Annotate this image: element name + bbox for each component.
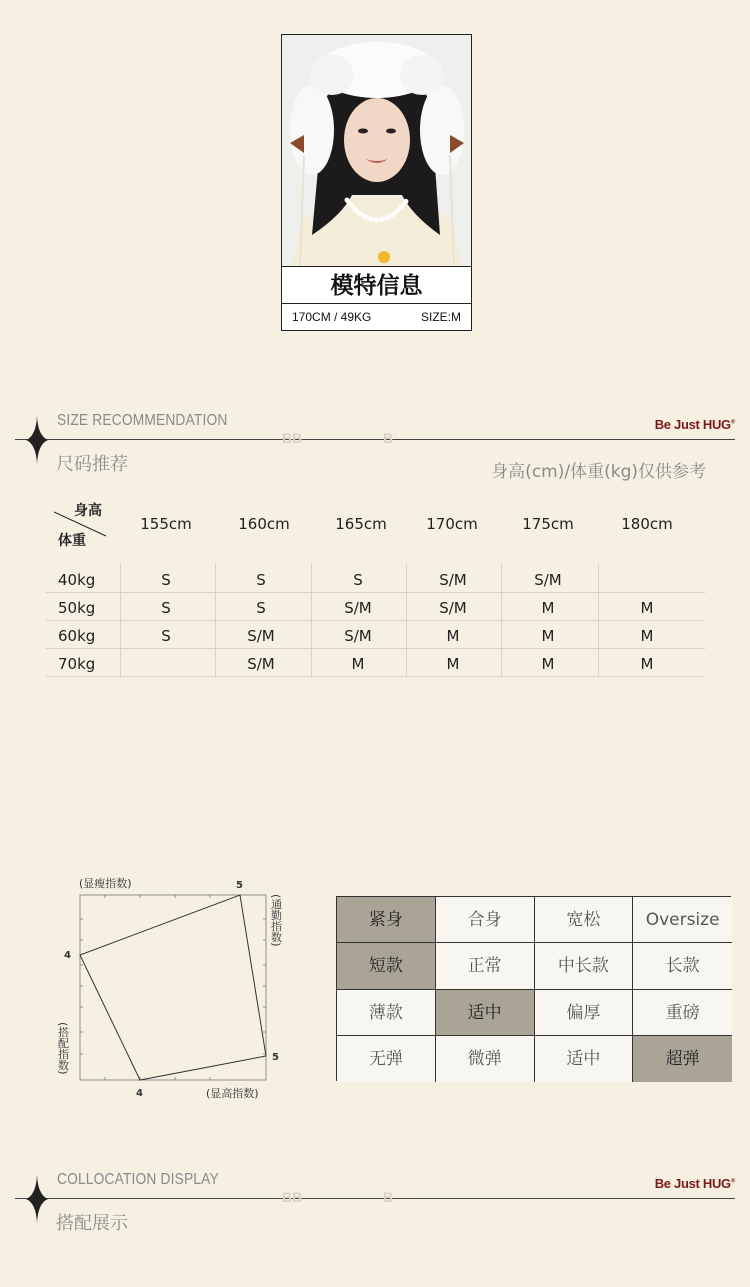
value-height: 4: [136, 1088, 143, 1099]
model-photo: [282, 35, 471, 266]
size-cell: M: [541, 599, 555, 617]
attribute-option: 超弹: [633, 1036, 732, 1082]
section-divider: [15, 1198, 735, 1199]
collocation-display-header: [0, 1171, 750, 1241]
table-corner-header: [54, 500, 108, 548]
weight-label: 40kg: [58, 571, 96, 589]
size-cell: S: [161, 627, 171, 645]
bb-logo-mark: BB: [282, 1189, 303, 1205]
attribute-option: 中长款: [535, 943, 634, 989]
model-measurements: 170CM / 49KG: [292, 310, 372, 324]
b-logo-mark: B: [383, 430, 394, 446]
brand-name: Be Just HUG: [654, 417, 731, 432]
section-title-cn: 尺码推荐: [56, 454, 128, 475]
bb-logo-mark: BB: [282, 430, 303, 446]
model-info-card: [281, 34, 472, 331]
attribute-option: 长款: [633, 943, 732, 989]
size-cell: S/M: [247, 627, 275, 645]
index-polygon: [80, 895, 266, 1080]
size-cell: S/M: [439, 599, 467, 617]
section-title-en: SIZE RECOMMENDATION: [57, 412, 228, 429]
size-cell: S: [353, 571, 363, 589]
attribute-option: 合身: [436, 897, 535, 943]
attribute-option: 正常: [436, 943, 535, 989]
label-matching-index: (搭配指数): [56, 1022, 70, 1075]
b-logo-mark: B: [383, 1189, 394, 1205]
height-column-header: 180cm: [621, 515, 673, 533]
corner-label-height: 身高: [74, 503, 102, 519]
value-matching: 4: [64, 950, 71, 961]
attribute-option: 宽松: [535, 897, 634, 943]
height-column-header: 155cm: [140, 515, 192, 533]
size-cell: S/M: [344, 599, 372, 617]
height-column-header: 165cm: [335, 515, 387, 533]
label-commute-index: (通勤指数): [269, 894, 283, 947]
chart-ticks: [80, 895, 266, 1080]
size-cell: M: [541, 627, 555, 645]
sparkle-icon: [26, 1175, 48, 1223]
weight-label: 60kg: [58, 627, 96, 645]
model-photo-illustration: [282, 35, 471, 266]
fit-index-chart: [55, 874, 295, 1106]
attribute-option: 偏厚: [535, 990, 634, 1036]
garment-attribute-grid: [336, 896, 731, 1081]
sparkle-icon: [26, 416, 48, 464]
attribute-option: 短款: [337, 943, 436, 989]
size-cell: S/M: [247, 655, 275, 673]
height-column-header: 170cm: [426, 515, 478, 533]
attribute-option: 适中: [535, 1036, 634, 1082]
model-meta: [282, 305, 471, 330]
table-row: [46, 593, 705, 621]
size-cell: S: [256, 599, 266, 617]
table-row: [46, 565, 705, 593]
size-cell: S: [256, 571, 266, 589]
size-cell: M: [446, 627, 460, 645]
attribute-option: 紧身: [337, 897, 436, 943]
model-info-title: 模特信息: [282, 266, 471, 304]
attribute-option: 适中: [436, 990, 535, 1036]
weight-label: 70kg: [58, 655, 96, 673]
size-cell: S/M: [439, 571, 467, 589]
section-title-en: COLLOCATION DISPLAY: [57, 1171, 219, 1188]
section-divider: [15, 439, 735, 440]
fit-index-chart-svg: [55, 874, 295, 1106]
attribute-option: 微弹: [436, 1036, 535, 1082]
size-cell: S/M: [344, 627, 372, 645]
brand-name: Be Just HUG: [654, 1176, 731, 1191]
brand-logo: [655, 1176, 735, 1191]
size-cell: S: [161, 599, 171, 617]
model-size: SIZE:M: [420, 310, 461, 324]
value-slimming: 5: [236, 880, 243, 891]
attribute-option: 重磅: [633, 990, 732, 1036]
attribute-option: 无弹: [337, 1036, 436, 1082]
value-commute: 5: [272, 1052, 279, 1063]
size-cell: M: [351, 655, 365, 673]
size-cell: S/M: [534, 571, 562, 589]
size-cell: S: [161, 571, 171, 589]
weight-label: 50kg: [58, 599, 96, 617]
table-row: [46, 621, 705, 649]
size-cell: M: [640, 627, 654, 645]
chart-frame: [80, 895, 266, 1080]
size-cell: M: [640, 655, 654, 673]
size-cell: M: [446, 655, 460, 673]
brand-logo: [655, 417, 735, 432]
table-row: [46, 649, 705, 677]
size-cell: M: [541, 655, 555, 673]
brand-registered-mark: ®: [730, 419, 735, 426]
height-column-header: 160cm: [238, 515, 290, 533]
label-slimming-index: (显瘦指数): [79, 877, 132, 890]
size-reference-note: 身高(cm)/体重(kg)仅供参考: [491, 462, 706, 482]
attribute-option: Oversize: [633, 897, 732, 943]
size-cell: M: [640, 599, 654, 617]
attribute-option: 薄款: [337, 990, 436, 1036]
label-height-index: (显高指数): [206, 1087, 259, 1100]
brand-registered-mark: ®: [730, 1178, 735, 1185]
height-column-header: 175cm: [522, 515, 574, 533]
section-title-cn: 搭配展示: [56, 1213, 128, 1234]
corner-label-weight: 体重: [58, 533, 86, 549]
